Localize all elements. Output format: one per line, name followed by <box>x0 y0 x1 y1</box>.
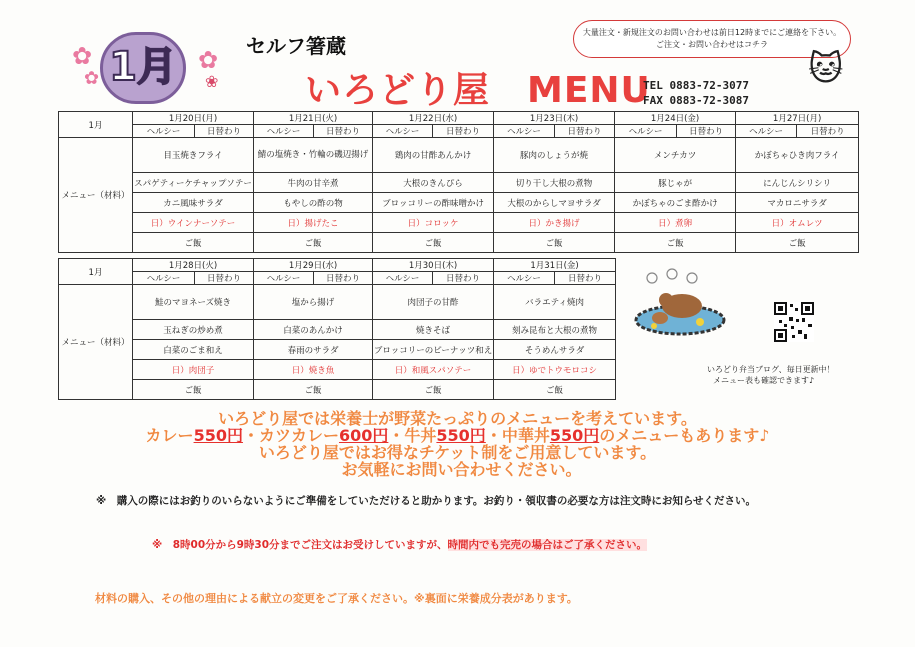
side-dish-cell: 白菜のあんかけ <box>254 320 373 340</box>
menu-name: のメニューもあります♪ <box>599 426 770 445</box>
promo-message <box>0 410 915 478</box>
onsen-capybara-illustration <box>630 268 730 338</box>
menu-name: カレー <box>145 426 194 445</box>
daily-special-cell: 日）焼き魚 <box>254 360 373 380</box>
main-dish-cell: 豚肉のしょうが焼 <box>494 138 615 173</box>
plum-flower-icon: ✿ <box>84 68 100 89</box>
healthy-label: ヘルシー <box>254 125 314 138</box>
side-dish-cell: 焼きそば <box>373 320 494 340</box>
price: 600円 <box>338 426 389 445</box>
date-cell: 1月31日(金) <box>494 259 616 272</box>
shop-subtitle: セルフ箸蔵 <box>246 34 346 58</box>
healthy-label: ヘルシー <box>494 272 555 285</box>
plum-flower-icon: ✿ <box>198 46 219 74</box>
price: 550円 <box>436 426 486 445</box>
salad-cell: ブロッコリーの酢味噌かけ <box>373 193 494 213</box>
rice-cell: ご飯 <box>736 233 859 253</box>
daily-special-cell: 日）コロッケ <box>373 213 494 233</box>
menu-table-week2 <box>58 258 616 400</box>
promo-line-4: お気軽にお問い合わせください。 <box>341 460 582 479</box>
side-dish-cell: にんじんシリシリ <box>736 173 859 193</box>
date-cell: 1月20日(月) <box>133 112 254 125</box>
rice-cell: ご飯 <box>133 233 254 253</box>
daily-special-cell: 日）和風スパソテー <box>373 360 494 380</box>
salad-cell: カニ風味サラダ <box>133 193 254 213</box>
cat-chef-icon: 🐱 <box>808 49 844 89</box>
date-cell: 1月30日(木) <box>373 259 494 272</box>
daily-special-cell: 日）オムレツ <box>736 213 859 233</box>
daily-label: 日替わり <box>677 125 736 138</box>
daily-special-cell: 日）ゆでトウモロコシ <box>494 360 616 380</box>
date-cell: 1月29日(水) <box>254 259 373 272</box>
salad-cell: 白菜のごま和え <box>133 340 254 360</box>
rice-cell: ご飯 <box>254 380 373 400</box>
rice-cell: ご飯 <box>373 380 494 400</box>
rice-cell: ご飯 <box>133 380 254 400</box>
healthy-label: ヘルシー <box>133 125 195 138</box>
main-dish-cell: 目玉焼きフライ <box>133 138 254 173</box>
order-time-text: ※ 8時00分から9時30分までご注文はお受けしていますが、 <box>152 539 448 551</box>
salad-cell: マカロニサラダ <box>736 193 859 213</box>
daily-label: 日替わり <box>555 125 615 138</box>
page-title: いろどり屋 MENU <box>305 70 651 111</box>
salad-cell: もやしの酢の物 <box>254 193 373 213</box>
promo-line-3: いろどり屋ではお得なチケット制をご用意しています。 <box>258 443 657 462</box>
daily-label: 日替わり <box>433 125 494 138</box>
main-dish-cell: 鶏肉の甘酢あんかけ <box>373 138 494 173</box>
month-cell: 1月 <box>59 112 133 138</box>
menu-table-week1 <box>58 111 859 253</box>
notice-line-1: 大量注文・新規注文のお問い合わせは前日12時までにご連絡を下さい。 <box>582 28 842 37</box>
date-cell: 1月22日(水) <box>373 112 494 125</box>
salad-cell: 大根のからしマヨサラダ <box>494 193 615 213</box>
sold-out-text: 時間内でも完売の場合はご了承ください。 <box>447 539 648 551</box>
salad-cell: 春雨のサラダ <box>254 340 373 360</box>
side-dish-cell: 豚じゃが <box>615 173 736 193</box>
menu-name: ・中華丼 <box>485 426 550 445</box>
side-dish-cell: 切り干し大根の煮物 <box>494 173 615 193</box>
promo-line-1: いろどり屋では栄養士が野菜たっぷりのメニューを考えています。 <box>218 409 697 428</box>
daily-special-cell: 日）かき揚げ <box>494 213 615 233</box>
daily-label: 日替わり <box>797 125 859 138</box>
date-cell: 1月24日(金) <box>615 112 736 125</box>
main-dish-cell: バラエティ焼肉 <box>494 285 616 320</box>
price: 550円 <box>193 426 243 445</box>
qr-code-icon[interactable] <box>774 302 814 342</box>
plum-flower-icon: ❀ <box>205 72 219 91</box>
order-time-note <box>152 537 647 552</box>
date-cell: 1月21日(火) <box>254 112 373 125</box>
menu-change-note: 材料の購入、その他の理由による献立の変更をご了承ください。※裏面に栄養成分表があります。 <box>95 592 578 605</box>
side-dish-cell: スパゲティーケチャップソテー <box>133 173 254 193</box>
healthy-label: ヘルシー <box>373 272 433 285</box>
main-dish-cell: 肉団子の甘酢 <box>373 285 494 320</box>
row-label: メニュー（材料） <box>59 138 133 253</box>
main-dish-cell: メンチカツ <box>615 138 736 173</box>
promo-line-2 <box>0 427 915 444</box>
date-cell: 1月27日(月) <box>736 112 859 125</box>
row-label: メニュー（材料） <box>59 285 133 400</box>
daily-special-cell: 日）ウインナーソテー <box>133 213 254 233</box>
side-dish-cell: 刻み昆布と大根の煮物 <box>494 320 616 340</box>
daily-label: 日替わり <box>195 125 254 138</box>
daily-label: 日替わり <box>433 272 494 285</box>
daily-special-cell: 日）煮卵 <box>615 213 736 233</box>
salad-cell: かぼちゃのごま酢かけ <box>615 193 736 213</box>
healthy-label: ヘルシー <box>373 125 433 138</box>
daily-label: 日替わり <box>195 272 254 285</box>
daily-label: 日替わり <box>314 272 373 285</box>
healthy-label: ヘルシー <box>494 125 555 138</box>
menu-name: ・カツカレー <box>242 426 339 445</box>
side-dish-cell: 牛肉の甘辛煮 <box>254 173 373 193</box>
payment-note: ※ 購入の際にはお釣りのいらないようにご準備をしていただけると助かります。お釣り・領収書の必要な方は注文時にお知らせください。 <box>96 495 757 507</box>
daily-special-cell: 日）揚げたこ <box>254 213 373 233</box>
side-dish-cell: 大根のきんぴら <box>373 173 494 193</box>
date-cell: 1月28日(火) <box>133 259 254 272</box>
main-dish-cell: 鮭のマヨネーズ焼き <box>133 285 254 320</box>
contact-block <box>643 78 749 108</box>
daily-label: 日替わり <box>555 272 616 285</box>
daily-label: 日替わり <box>314 125 373 138</box>
blog-note <box>707 364 835 386</box>
month-cell: 1月 <box>59 259 133 285</box>
salad-cell: そうめんサラダ <box>494 340 616 360</box>
rice-cell: ご飯 <box>494 233 615 253</box>
main-dish-cell: かぼちゃひき肉フライ <box>736 138 859 173</box>
healthy-label: ヘルシー <box>736 125 797 138</box>
healthy-label: ヘルシー <box>615 125 677 138</box>
salad-cell: ブロッコリーのピーナッツ和え <box>373 340 494 360</box>
blog-line-2: メニュー表も確認できます♪ <box>713 376 815 385</box>
month-badge: 1月 <box>100 32 186 104</box>
menu-name: ・牛丼 <box>388 426 437 445</box>
healthy-label: ヘルシー <box>254 272 314 285</box>
rice-cell: ご飯 <box>254 233 373 253</box>
rice-cell: ご飯 <box>373 233 494 253</box>
main-dish-cell: 鯖の塩焼き・竹輪の磯辺揚げ <box>254 138 373 173</box>
side-dish-cell: 玉ねぎの炒め煮 <box>133 320 254 340</box>
rice-cell: ご飯 <box>494 380 616 400</box>
date-cell: 1月23日(木) <box>494 112 615 125</box>
plum-flower-icon: ✿ <box>72 42 93 70</box>
healthy-label: ヘルシー <box>133 272 195 285</box>
blog-line-1: いろどり弁当ブログ、毎日更新中！ <box>707 365 835 374</box>
price: 550円 <box>549 426 600 445</box>
daily-special-cell: 日）肉団子 <box>133 360 254 380</box>
rice-cell: ご飯 <box>615 233 736 253</box>
tel-number: TEL 0883-72-3077 <box>643 79 749 92</box>
fax-number: FAX 0883-72-3087 <box>643 94 749 107</box>
notice-line-2: ご注文・お問い合わせはコチラ <box>656 40 768 49</box>
main-dish-cell: 塩から揚げ <box>254 285 373 320</box>
